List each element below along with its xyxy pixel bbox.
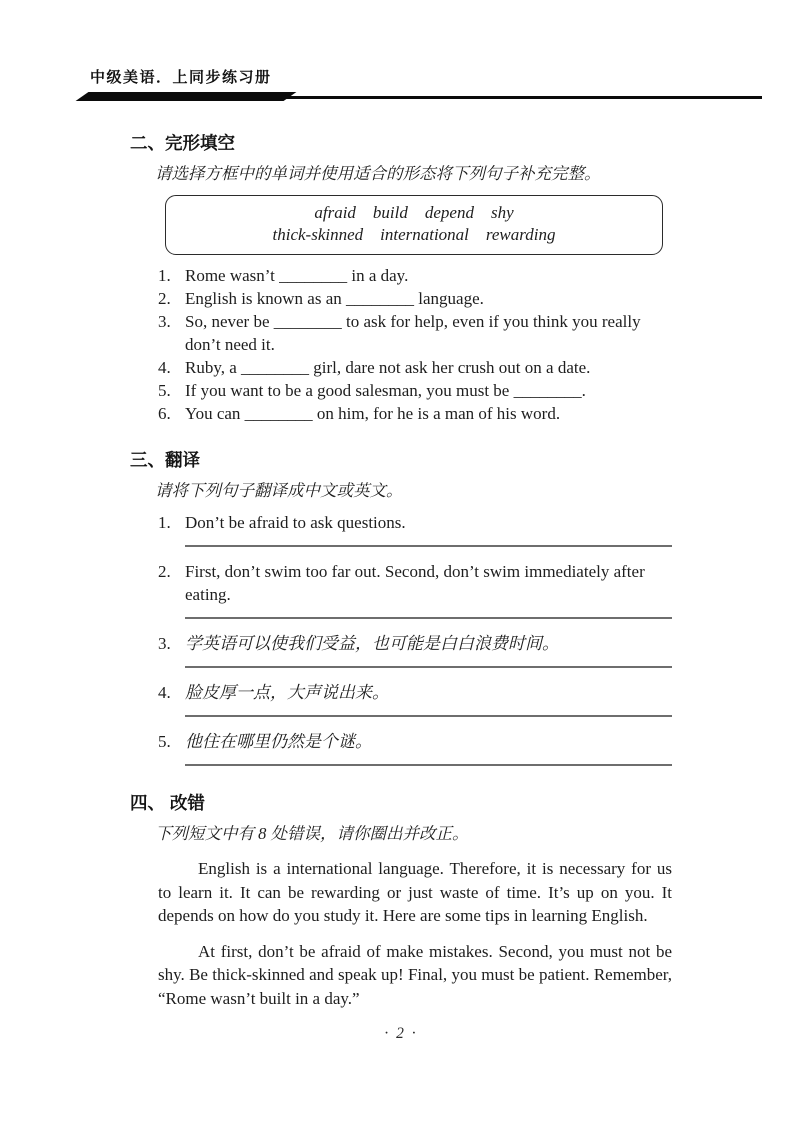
translation-item-list <box>158 511 672 766</box>
answer-line <box>185 764 672 766</box>
word-bank-line-1: afraid build depend shy <box>314 203 514 222</box>
header-rule <box>72 92 762 102</box>
item-text: Rome wasn’t ________ in a day. <box>185 266 409 285</box>
worksheet-body <box>130 130 672 1010</box>
item-number: 4. <box>158 683 171 702</box>
section-correction <box>130 790 672 1010</box>
translation-item <box>158 511 672 534</box>
answer-line <box>185 545 672 547</box>
item-number: 6. <box>158 404 171 423</box>
item-number: 3. <box>158 634 171 653</box>
item-number: 5. <box>158 732 171 751</box>
item-number: 1. <box>158 513 171 532</box>
passage-paragraph: English is a international language. Therefore, it is necessary for us to learn it. It can be rewarding or just waste of time. It’s up on you. It depends on how do you study it. Here are some tips in learning English. <box>158 859 672 925</box>
translation-item <box>158 560 672 606</box>
section-cloze-heading: 二、完形填空 <box>130 133 235 153</box>
item-number: 5. <box>158 381 171 400</box>
item-text: 脸皮厚一点，大声说出来。 <box>185 683 389 702</box>
cloze-item <box>158 264 672 287</box>
item-text: So, never be ________ to ask for help, even if you think you really don’t need it. <box>185 312 641 354</box>
translation-item <box>158 681 672 704</box>
item-text: If you want to be a good salesman, you must be ________. <box>185 381 586 400</box>
item-text: You can ________ on him, for he is a man of his word. <box>185 404 561 423</box>
item-number: 3. <box>158 312 171 331</box>
answer-line <box>185 617 672 619</box>
page-header <box>0 0 800 102</box>
translation-item <box>158 730 672 753</box>
header-rule-thin-line <box>284 96 762 99</box>
book-title: 中级美语．上同步练习册 <box>90 69 272 86</box>
page-footer <box>0 1025 800 1043</box>
item-number: 2. <box>158 289 171 308</box>
section-translation-instruction: 请将下列句子翻译成中文或英文。 <box>155 481 403 500</box>
item-text: 学英语可以使我们受益，也可能是白白浪费时间。 <box>185 634 559 653</box>
answer-line <box>185 666 672 668</box>
section-correction-instruction: 下列短文中有 8 处错误，请你圈出并改正。 <box>155 824 469 843</box>
section-cloze <box>130 130 672 425</box>
cloze-item <box>158 356 672 379</box>
word-bank-line-2: thick-skinned international rewarding <box>272 225 556 244</box>
section-translation <box>130 447 672 766</box>
cloze-item-list <box>158 264 672 425</box>
item-text: Don’t be afraid to ask questions. <box>185 513 406 532</box>
section-correction-heading: 四、 改错 <box>130 793 205 813</box>
cloze-item <box>158 310 672 356</box>
passage-paragraph: At first, don’t be afraid of make mistakes. Second, you must not be shy. Be thick-skinned and speak up! Final, you must be patient. Remember, “Rome wasn’t built in a day.” <box>158 941 672 1008</box>
page-number: · 2 · <box>384 1025 418 1042</box>
cloze-item <box>158 379 672 402</box>
item-text: English is known as an ________ language. <box>185 289 484 308</box>
cloze-item <box>158 402 672 425</box>
translation-item <box>158 632 672 655</box>
answer-line <box>185 715 672 717</box>
header-rule-thick-bar <box>76 92 297 101</box>
item-text: First, don’t swim too far out. Second, don’t swim immediately after eating. <box>185 562 645 604</box>
section-cloze-instruction: 请选择方框中的单词并使用适合的形态将下列句子补充完整。 <box>155 164 601 183</box>
item-number: 2. <box>158 562 171 581</box>
item-number: 1. <box>158 266 171 285</box>
item-text: Ruby, a ________ girl, dare not ask her crush out on a date. <box>185 358 591 377</box>
item-text: 他住在哪里仍然是个谜。 <box>185 732 372 751</box>
word-bank-box <box>165 195 663 255</box>
section-translation-heading: 三、翻译 <box>130 450 200 470</box>
cloze-item <box>158 287 672 310</box>
item-number: 4. <box>158 358 171 377</box>
